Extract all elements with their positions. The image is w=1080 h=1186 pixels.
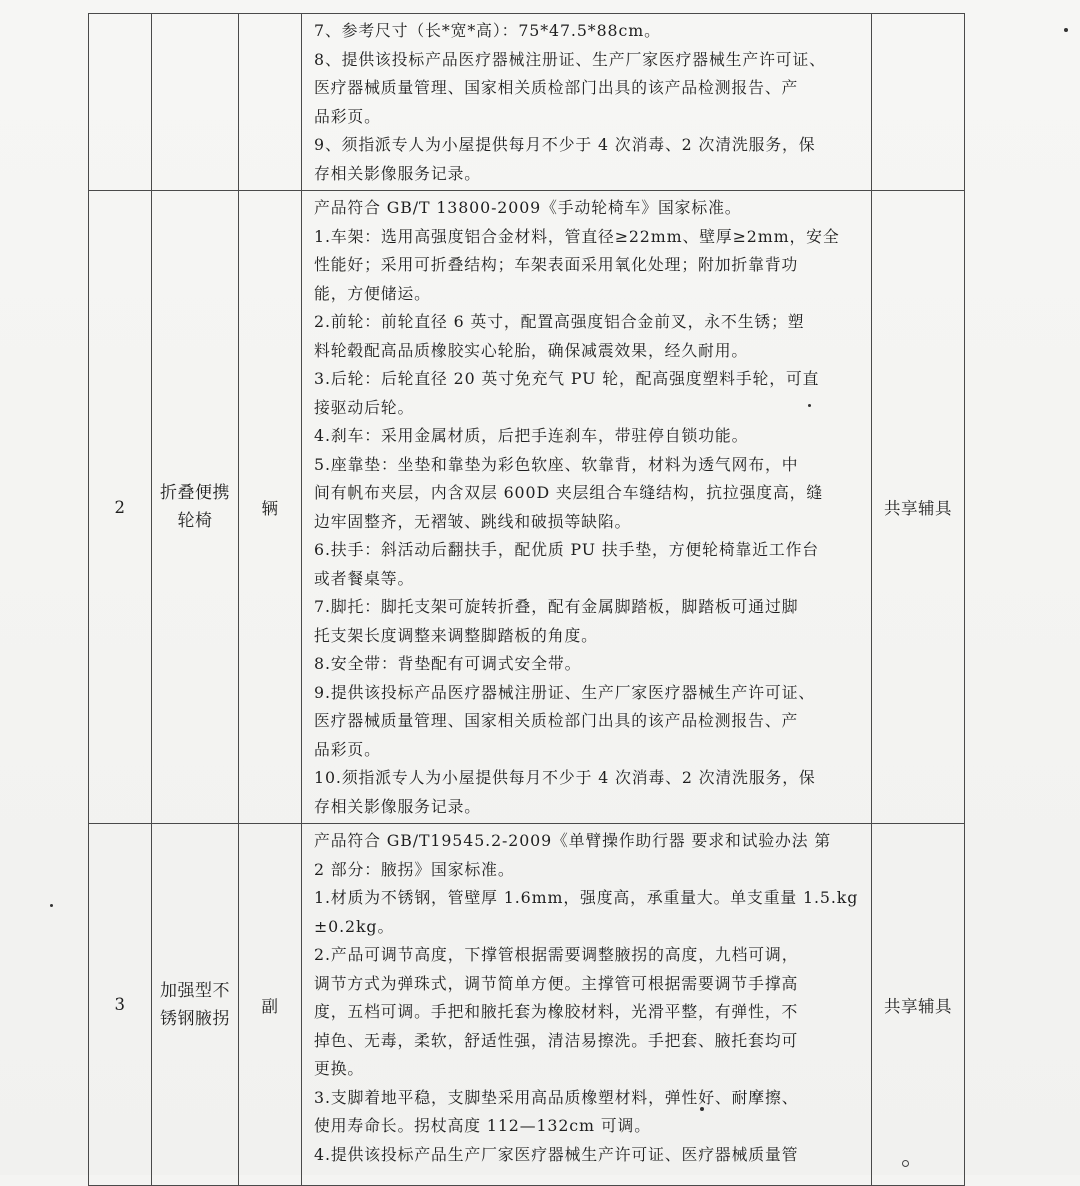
item-number: 3 [89,824,152,1186]
description-line: 使用寿命长。拐杖高度 112—132cm 可调。 [314,1116,651,1135]
item-note [872,14,965,191]
description-line: 边牢固整齐，无褶皱、跳线和破损等缺陷。 [314,511,632,531]
item-number [89,14,152,191]
item-name [152,191,239,824]
description-line: 或者餐桌等。 [314,568,415,588]
description-line: 9.提供该投标产品医疗器械注册证、生产厂家医疗器械生产许可证、 [314,682,816,702]
item-note: 共享辅具 [872,824,965,1186]
description-line: 7、参考尺寸（长*宽*高）：75*47.5*88cm。 [314,21,661,40]
item-description [302,14,872,191]
item-note: 共享辅具 [872,191,965,824]
item-description [302,824,872,1186]
spec-table [88,13,965,1186]
item-description [302,191,872,824]
description-line: 2.产品可调节高度，下撑管根据需要调整腋拐的高度，九档可调， [314,945,799,964]
description-line: 调节方式为弹珠式，调节简单方便。主撑管可根据需要调节手撑高 [314,973,799,993]
description-line: 度，五档可调。手把和腋托套为橡胶材料，光滑平整，有弹性，不 [314,1002,799,1021]
item-unit: 副 [239,824,302,1186]
description-line: ±0.2kg。 [314,916,395,936]
description-line: 2.前轮：前轮直径 6 英寸，配置高强度铝合金前叉，永不生锈；塑 [314,312,805,331]
description-line: 8、提供该投标产品医疗器械注册证、生产厂家医疗器械生产许可证、 [314,49,826,69]
description-line: 产品符合 GB/T19545.2-2009《单臂操作助行器 要求和试验办法 第 [314,831,832,850]
item-number: 2 [89,191,152,824]
description-line: 1.车架：选用高强度铝合金材料，管直径≥22mm、壁厚≥2mm，安全 [314,226,840,246]
scan-speck [1064,28,1068,32]
table-row [89,191,965,824]
description-line: 7.脚托：脚托支架可旋转折叠，配有金属脚踏板，脚踏板可通过脚 [314,597,799,616]
description-line: 品彩页。 [314,106,381,126]
description-line: 2 部分：腋拐》国家标准。 [314,859,515,879]
description-line: 4.刹车：采用金属材质，后把手连刹车，带驻停自锁功能。 [314,426,749,445]
description-line: 医疗器械质量管理、国家相关质检部门出具的该产品检测报告、产 [314,711,799,730]
description-line: 8.安全带：背垫配有可调式安全带。 [314,654,582,673]
description-line: 医疗器械质量管理、国家相关质检部门出具的该产品检测报告、产 [314,78,799,97]
description-line: 间有帆布夹层，内含双层 600D 夹层组合车缝结构，抗拉强度高，缝 [314,483,824,502]
item-name-text: 折叠便携轮椅 [160,483,230,531]
description-line: 5.座靠垫：坐垫和靠垫为彩色软座、软靠背，材料为透气网布，中 [314,454,799,474]
description-line: 掉色、无毒，柔软，舒适性强，清洁易擦洗。手把套、腋托套均可 [314,1030,799,1050]
table-row [89,14,965,191]
description-line: 产品符合 GB/T 13800-2009《手动轮椅车》国家标准。 [314,198,742,217]
description-line: 3.支脚着地平稳，支脚垫采用高品质橡塑材料，弹性好、耐摩擦、 [314,1087,799,1107]
description-line: 6.扶手：斜活动后翻扶手，配优质 PU 扶手垫，方便轮椅靠近工作台 [314,540,819,559]
description-line: 料轮毂配高品质橡胶实心轮胎，确保减震效果，经久耐用。 [314,340,749,360]
description-line: 4.提供该投标产品生产厂家医疗器械生产许可证、医疗器械质量管 [314,1144,799,1164]
description-line: 能，方便储运。 [314,283,431,303]
description-line: 托支架长度调整来调整脚踏板的角度。 [314,625,598,645]
scan-speck [902,1160,909,1167]
description-line: 10.须指派专人为小屋提供每月不少于 4 次消毒、2 次清洗服务，保 [314,768,816,787]
scan-speck [50,904,53,907]
description-line: 品彩页。 [314,739,381,759]
description-line: 存相关影像服务记录。 [314,163,481,183]
table-row [89,824,965,1186]
description-line: 9、须指派专人为小屋提供每月不少于 4 次消毒、2 次清洗服务，保 [314,135,816,154]
description-line: 3.后轮：后轮直径 20 英寸免充气 PU 轮，配高强度塑料手轮，可直 [314,369,820,388]
description-line: 更换。 [314,1059,365,1078]
description-line: 接驱动后轮。 [314,397,415,417]
description-line: 性能好；采用可折叠结构；车架表面采用氧化处理；附加折靠背功 [314,255,799,274]
description-line: 1.材质为不锈钢，管壁厚 1.6mm，强度高，承重量大。单支重量 1.5.kg [314,888,859,907]
description-line: 存相关影像服务记录。 [314,796,481,816]
item-unit [239,14,302,191]
item-name [152,14,239,191]
item-name-text: 加强型不锈钢腋拐 [160,980,230,1029]
item-name [152,824,239,1186]
scan-speck [700,1107,704,1111]
item-unit: 辆 [239,191,302,824]
scan-speck [808,404,811,407]
